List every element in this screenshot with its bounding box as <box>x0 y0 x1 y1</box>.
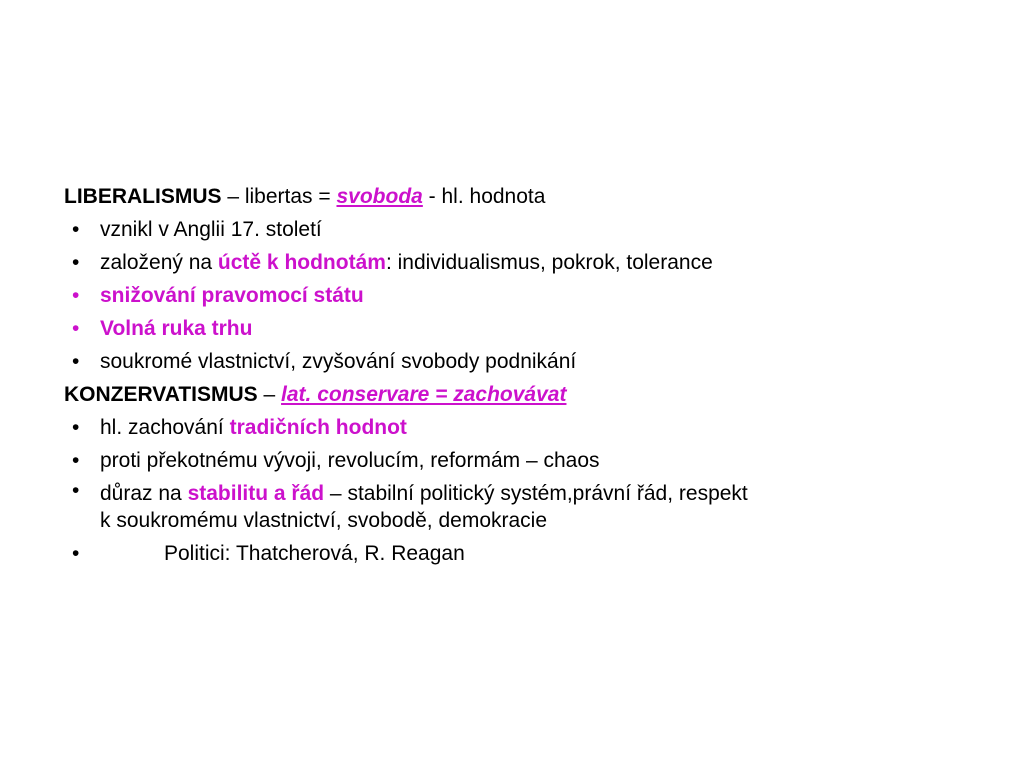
bullet-icon: • <box>72 350 80 373</box>
list-item <box>64 246 964 279</box>
list-item-highlight: úctě k hodnotám <box>217 251 386 274</box>
bullet-icon: • <box>72 542 80 565</box>
list-item-text: hl. zachování <box>100 416 230 439</box>
list-item-text: důraz na <box>100 482 188 505</box>
list-item-text: vznikl v Anglii 17. století <box>100 218 322 241</box>
list-item-text: proti překotnému vývoji, revolucím, reformám – chaos <box>100 449 600 472</box>
list-item-highlight: stabilitu a řád <box>187 482 325 505</box>
list-item <box>64 345 964 378</box>
liberalism-svoboda: svoboda <box>336 185 423 208</box>
list-item <box>64 279 964 312</box>
list-item <box>64 537 964 570</box>
liberalism-dash: – libertas = <box>221 185 337 208</box>
liberalism-heading <box>64 180 964 213</box>
bullet-icon: • <box>72 218 80 241</box>
list-item-text: snižování pravomocí státu <box>100 284 364 307</box>
list-item-text: Politici: Thatcherová, R. Reagan <box>164 542 465 565</box>
list-item <box>64 411 964 444</box>
list-item <box>64 312 964 345</box>
list-item <box>64 213 964 246</box>
list-item <box>64 444 964 477</box>
bullet-icon: • <box>72 317 80 340</box>
liberalism-tail: - hl. hodnota <box>422 185 546 208</box>
list-item-text: Volná ruka trhu <box>100 317 253 340</box>
list-item-text: soukromé vlastnictví, zvyšování svobody podnikání <box>100 350 577 373</box>
liberalism-title: LIBERALISMUS <box>64 185 222 208</box>
bullet-icon: • <box>72 416 80 439</box>
list-item-text: – stabilní politický systém,právní řád, respekt <box>324 482 748 505</box>
bullet-icon: • <box>72 284 80 307</box>
list-item-highlight: tradičních hodnot <box>229 416 407 439</box>
list-item-text: k soukromému vlastnictví, svobodě, demokracie <box>100 509 548 532</box>
bullet-icon: • <box>72 449 80 472</box>
conservatism-dash: – <box>257 383 282 406</box>
slide-content <box>64 180 964 570</box>
list-item-text: : individualismus, pokrok, tolerance <box>385 251 713 274</box>
list-item-text: založený na <box>100 251 218 274</box>
conservatism-heading <box>64 378 964 411</box>
conservatism-title: KONZERVATISMUS <box>64 383 258 406</box>
bullet-icon: • <box>72 479 80 502</box>
conservatism-latin: lat. conservare = zachovávat <box>281 383 567 406</box>
list-item <box>64 477 964 537</box>
bullet-icon: • <box>72 251 80 274</box>
